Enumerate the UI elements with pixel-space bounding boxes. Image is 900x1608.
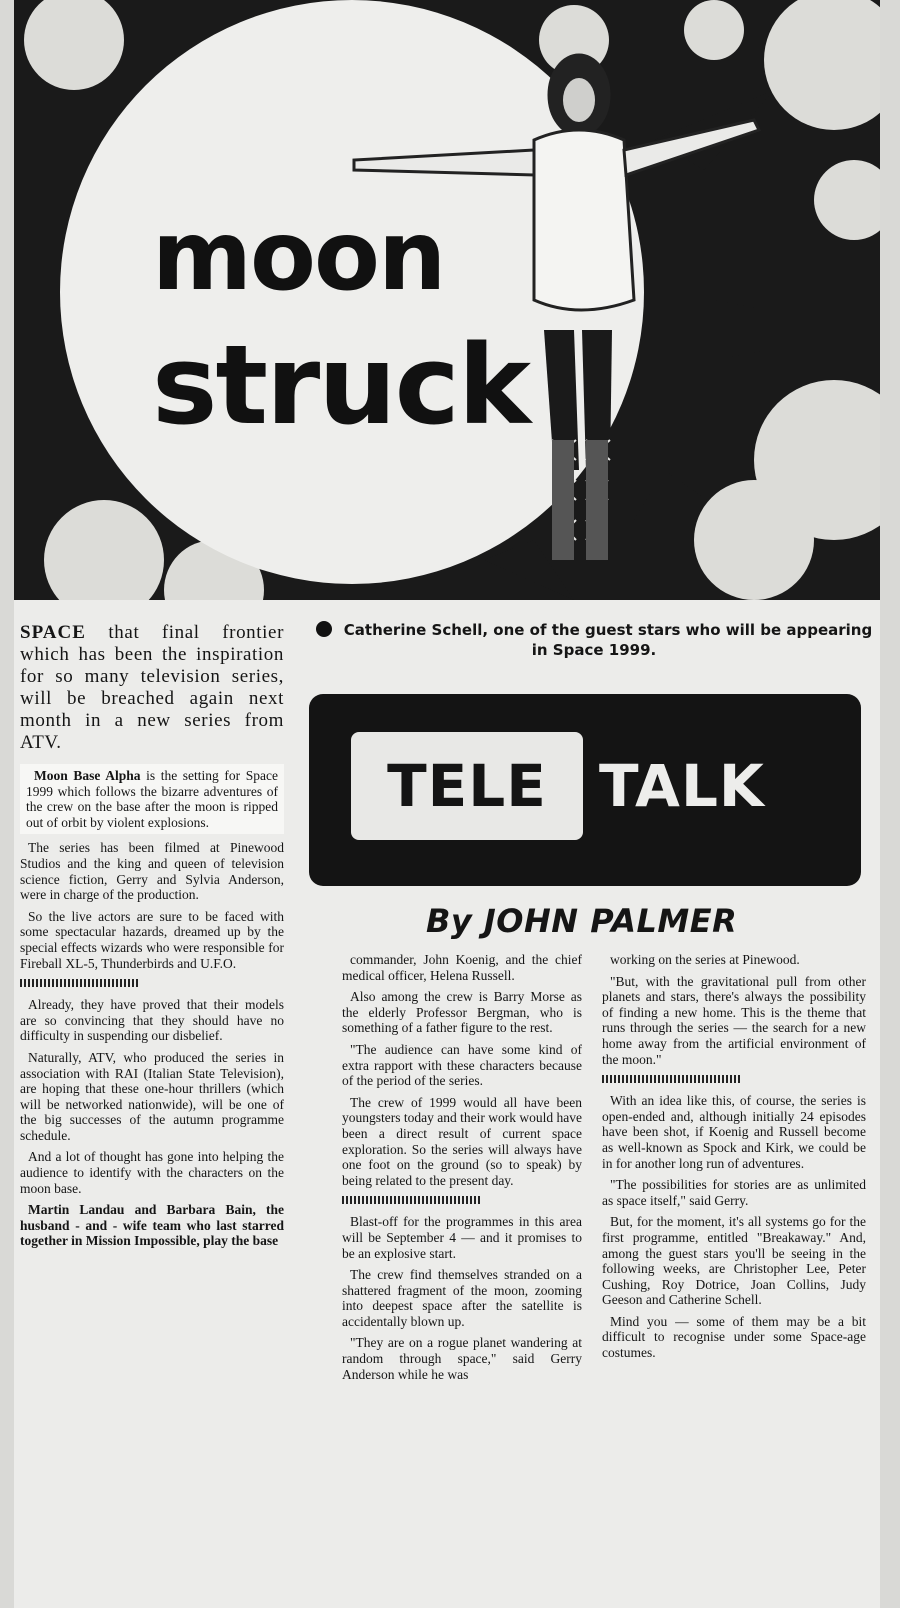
talk-label: TALK: [599, 752, 765, 820]
paragraph: The series has been filmed at Pinewood Studios and the king and queen of television science fiction, Gerry and Sylvia Anderson, were in charge of the production.: [20, 840, 284, 903]
paragraph: Also among the crew is Barry Morse as the elderly Professor Bergman, who is something of a father figure to the rest.: [342, 989, 582, 1036]
paragraph: working on the series at Pinewood.: [610, 952, 800, 967]
paragraph: commander, John Koenig, and the chief medical officer, Helena Russell.: [342, 952, 582, 983]
paragraph: "The audience can have some kind of extra rapport with these characters because of the period of the series.: [342, 1041, 582, 1089]
paragraph: So the live actors are sure to be faced with some spectacular hazards, dreamed up by the special effects wizards who were responsible for Fireball XL-5, Thunderbirds and U.F.O.: [20, 908, 284, 971]
paragraph: Already, they have proved that their models are so convincing that they should have no difficulty in suspending our disbelief.: [20, 997, 284, 1044]
paragraph: Martin Landau and Barbara Bain, the husband - and - wife team who last starred together in Mission Impossible, play the base: [20, 1202, 284, 1249]
paragraph: The crew of 1999 would all have been youngsters today and their work would have been a direct result of current space exploration. So the series will always have one foot on the ground (so to speak) by being related to the present day.: [342, 1094, 582, 1188]
article-column-1: [20, 622, 284, 1255]
hero-photo: [14, 0, 880, 600]
paragraph: With an idea like this, of course, the series is open-ended and, although initially 24 episodes have been shot, if Koenig and Russell become as well-known as Spock and Kirk, we could be in for another long run of adventures.: [602, 1093, 866, 1171]
paragraph: The crew find themselves stranded on a shattered fragment of the moon, zooming into deepest space after the satellite is accidentally blown up.: [342, 1267, 582, 1329]
headline-line-1: moon: [152, 200, 445, 312]
headline-line-2: struck: [152, 321, 529, 449]
section-rule: [342, 1196, 482, 1204]
section-rule: [602, 1075, 742, 1083]
tele-label: TELE: [351, 732, 583, 840]
paragraph: Blast-off for the programmes in this area will be September 4 — and it promises to be an explosive start.: [342, 1214, 582, 1261]
teletalk-banner: [309, 694, 861, 886]
paragraph-bold-start: Moon Base Alpha: [34, 768, 141, 783]
bullet-icon: [316, 621, 332, 637]
paragraph: "They are on a rogue planet wandering at random through space," said Gerry Anderson while he was: [342, 1335, 582, 1382]
paragraph: But, for the moment, it's all systems go for the first programme, entitled "Breakaway." And, among the guest stars you'll be seeing in the following weeks, are Christopher Lee, Peter Cushing, Roy Dotrice, Joan Collins, Judy Geeson and Catherine Schell.: [602, 1214, 866, 1308]
caption-text: Catherine Schell, one of the guest stars who will be appearing in Space 1999.: [343, 621, 873, 659]
lead-first-word: SPACE: [20, 622, 86, 643]
article-column-2: [342, 952, 582, 1388]
section-rule: [20, 979, 140, 987]
article-column-3: [602, 952, 866, 1367]
lead-text: that final frontier which has been the inspiration for so many television series, will be breached again next month in a new series from ATV.: [20, 622, 284, 753]
newspaper-page: [14, 0, 880, 1608]
photo-caption: [314, 620, 874, 660]
paragraph: And a lot of thought has gone into helping the audience to identify with the characters on the moon base.: [20, 1149, 284, 1196]
paragraph: "But, with the gravitational pull from other planets and stars, there's always the possibility of finding a new home. This is the theme that runs through the series — the search for a new home away from the artificial environment of the moon.": [602, 973, 866, 1067]
paragraph: is the setting for Space 1999 which follows the bizarre adventures of the crew on the base after the moon is ripped out of orbit by violent explosions.: [26, 768, 278, 830]
paragraph: Naturally, ATV, who produced the series in association with RAI (Italian State Television), are hoping that these one-hour thrillers (which will be networked nationwide), will be one of the big successes of the autumn programme schedule.: [20, 1049, 284, 1143]
paragraph: "The possibilities for stories are as unlimited as space itself," said Gerry.: [602, 1177, 866, 1208]
lead-paragraph: [20, 622, 284, 754]
paragraph: Mind you — some of them may be a bit difficult to recognise under some Space-age costumes.: [602, 1313, 866, 1361]
moon-illustration: [14, 0, 880, 600]
byline: By JOHN PALMER: [426, 902, 738, 940]
